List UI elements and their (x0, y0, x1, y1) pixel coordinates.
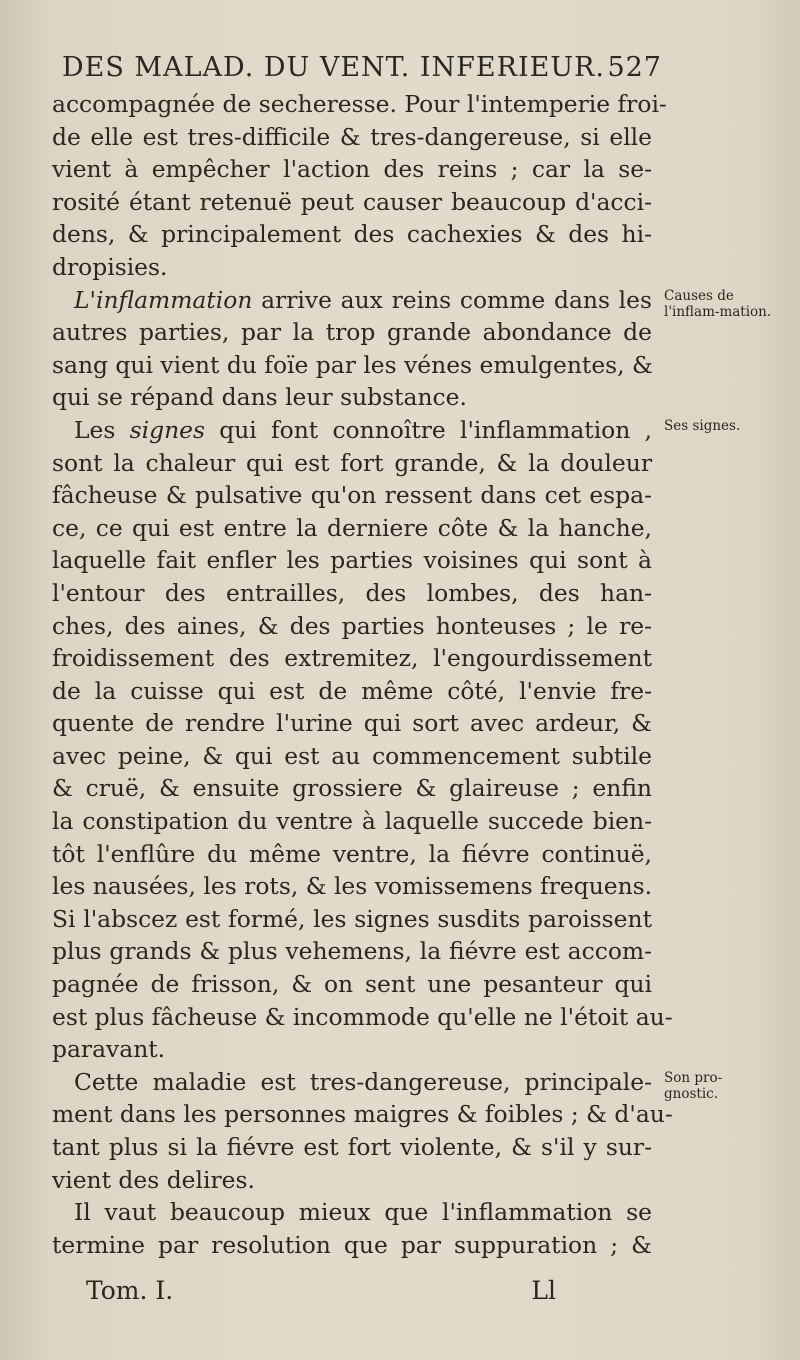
text-line (52, 610, 652, 643)
line-text: froidissement des extremitez, l'engourdissement (52, 644, 652, 673)
text-line (52, 153, 652, 186)
text-line (52, 707, 652, 740)
text-line (52, 642, 652, 675)
line-text: est plus fâcheuse & incommode qu'elle ne l'étoit au- (52, 1002, 673, 1031)
text-line (52, 740, 652, 773)
line-text: sang qui vient du foïe par les vénes emulgentes, & (52, 350, 653, 379)
text-line (52, 805, 652, 838)
text-line (52, 1131, 652, 1164)
line-text: pagnée de frisson, & on sent une pesanteur qui (52, 970, 652, 999)
line-text: plus grands & plus vehemens, la fiévre est accom- (52, 937, 652, 966)
line-text: rosité étant retenuë peut causer beaucoup d'acci- (52, 187, 652, 216)
text-line (52, 88, 667, 121)
text-line (52, 870, 652, 903)
text-line (52, 1066, 652, 1099)
line-text: ment dans les personnes maigres & foibles ; & d'au- (52, 1100, 673, 1129)
line-text: ches, des aines, & des parties honteuses ; le re- (52, 611, 652, 640)
line-text: tôt l'enflûre du même ventre, la fiévre continuë, (52, 839, 652, 868)
text-line (52, 772, 652, 805)
running-title: DES MALAD. DU VENT. INFERIEUR. (62, 52, 605, 83)
text-line (52, 935, 652, 968)
line-text: Les (74, 415, 130, 444)
text-line (52, 903, 652, 936)
text-line (52, 447, 652, 480)
line-text: sont la chaleur qui est fort grande, & la douleur (52, 448, 652, 477)
margin-note: Ses signes. (664, 418, 741, 434)
line-text: Il vaut beaucoup mieux que l'inflammation se (74, 1198, 652, 1227)
line-text: autres parties, par la trop grande abondance de (52, 318, 652, 347)
text-line (52, 1196, 652, 1229)
text-line (52, 968, 652, 1001)
text-line (52, 1098, 673, 1131)
line-text: l'entour des entrailles, des lombes, des han- (52, 578, 652, 607)
line-text: qui se répand dans leur substance. (52, 383, 467, 412)
text-line (52, 381, 652, 414)
page-footer (86, 1276, 556, 1312)
volume-label: Tom. I. (86, 1276, 174, 1305)
text-line (52, 1001, 673, 1034)
line-text: arrive aux reins comme dans les (252, 285, 652, 314)
text-line (52, 512, 652, 545)
text-line (52, 349, 652, 382)
line-text: & cruë, & ensuite grossiere & glaireuse ; enfin (52, 774, 652, 803)
text-line (52, 838, 652, 871)
signature-mark: Ll (531, 1276, 556, 1305)
main-text (52, 88, 673, 1261)
line-text: Si l'abscez est formé, les signes susdits paroissent (52, 904, 652, 933)
line-text: avec peine, & qui est au commencement subtile (52, 741, 652, 770)
line-text: vient des delires. (52, 1165, 255, 1194)
text-line (52, 414, 652, 447)
text-line (52, 121, 652, 154)
line-text: dens, & principalement des cachexies & des hi- (52, 220, 652, 249)
line-text: accompagnée de secheresse. Pour l'intemperie froi- (52, 90, 667, 118)
line-text: quente de rendre l'urine qui sort avec ardeur, & (52, 709, 652, 738)
running-header (62, 44, 662, 94)
text-line (52, 675, 652, 708)
text-line (52, 284, 652, 317)
text-line (52, 251, 652, 284)
line-text: tant plus si la fiévre est fort violente, & s'il y sur- (52, 1133, 652, 1161)
text-line (52, 544, 652, 577)
line-text: Cette maladie est tres-dangereuse, principale- (74, 1067, 652, 1096)
text-line (52, 218, 652, 251)
page-number: 527 (607, 52, 662, 83)
text-line (52, 186, 652, 219)
line-text: termine par resolution que par suppuration ; & (52, 1230, 652, 1259)
margin-note: Son pro-gnostic. (664, 1070, 723, 1102)
line-text: de elle est tres-difficile & tres-dangereuse, si elle (52, 122, 652, 151)
line-text: paravant. (52, 1035, 166, 1064)
line-text: les nausées, les rots, & les vomissemens frequens. (52, 872, 653, 901)
line-text: vient à empêcher l'action des reins ; car la se- (52, 155, 652, 184)
text-line (52, 1033, 652, 1066)
text-line (52, 1164, 652, 1197)
line-text: ce, ce qui est entre la derniere côte & la hanche, (52, 513, 652, 542)
line-text: fâcheuse & pulsative qu'on ressent dans cet espa- (52, 481, 652, 510)
text-line (52, 577, 652, 610)
text-line (52, 316, 652, 349)
italic-term: L'inflammation (74, 285, 253, 314)
italic-term: signes (129, 415, 205, 444)
text-line (52, 1229, 652, 1262)
line-text: la constipation du ventre à laquelle succede bien- (52, 807, 652, 836)
line-text: de la cuisse qui est de même côté, l'envie fre- (52, 676, 652, 705)
margin-note: Causes de l'inflam-mation. (664, 287, 772, 320)
line-text: dropisies. (52, 252, 168, 281)
line-text: qui font connoître l'inflammation , (205, 415, 652, 444)
line-text: laquelle fait enfler les parties voisines qui sont à (52, 546, 652, 575)
text-line (52, 479, 652, 512)
